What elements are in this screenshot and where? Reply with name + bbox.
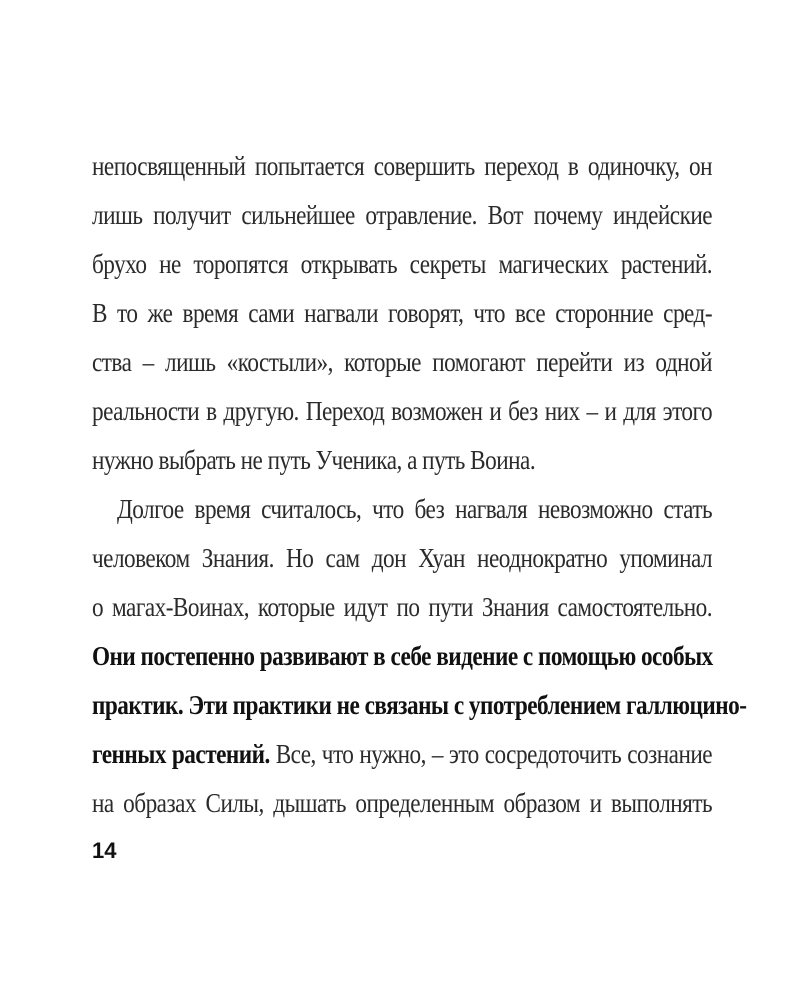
bold-text-line — [92, 681, 747, 730]
text-line-content: лишь получит сильнейшее отравление. Вот почему индейские — [92, 200, 713, 230]
text-line — [92, 436, 712, 485]
text-line — [92, 779, 712, 828]
text-line-content: практик. Эти практики не связаны с употреблением галлюцино- — [92, 690, 747, 720]
text-line — [92, 191, 712, 240]
text-line-content: непосвященный попытается совершить переход в одиночку, он — [92, 151, 713, 181]
text-line-content: ства – лишь «костыли», которые помогают перейти из одной — [92, 347, 713, 377]
text-line-content: о магах-Воинах, которые идут по пути Знания самостоятельно. — [92, 592, 713, 622]
text-line — [92, 534, 712, 583]
page-number: 14 — [92, 838, 117, 863]
text-line-content: Все, что нужно, – это сосредоточить сознание — [269, 739, 713, 769]
body-text — [92, 142, 747, 828]
text-line — [92, 289, 712, 338]
text-line — [92, 583, 712, 632]
bold-text-line — [92, 632, 712, 681]
text-line — [92, 338, 712, 387]
text-line-content: человеком Знания. Но сам дон Хуан неоднократно упоминал — [92, 543, 713, 573]
text-line — [92, 142, 712, 191]
text-line-content: В то же время сами нагвали говорят, что все сторонние сред- — [92, 298, 713, 328]
text-line — [92, 240, 712, 289]
mixed-text-line — [92, 730, 712, 779]
paragraph-first-line — [92, 485, 712, 534]
text-line-content: Долгое время считалось, что без нагваля невозможно стать — [116, 494, 713, 524]
bold-text-fragment: генных растений. — [92, 739, 270, 769]
text-line-content: Они постепенно развивают в себе видение с помощью особых — [92, 641, 713, 671]
text-line-content: на образах Силы, дышать определенным образом и выполнять — [92, 788, 713, 818]
text-line — [92, 387, 712, 436]
text-line-content: брухо не торопятся открывать секреты магических растений. — [92, 249, 713, 279]
text-line-content: нужно выбрать не путь Ученика, а путь Воина. — [92, 445, 536, 475]
text-line-content: реальности в другую. Переход возможен и без них – и для этого — [92, 396, 713, 426]
